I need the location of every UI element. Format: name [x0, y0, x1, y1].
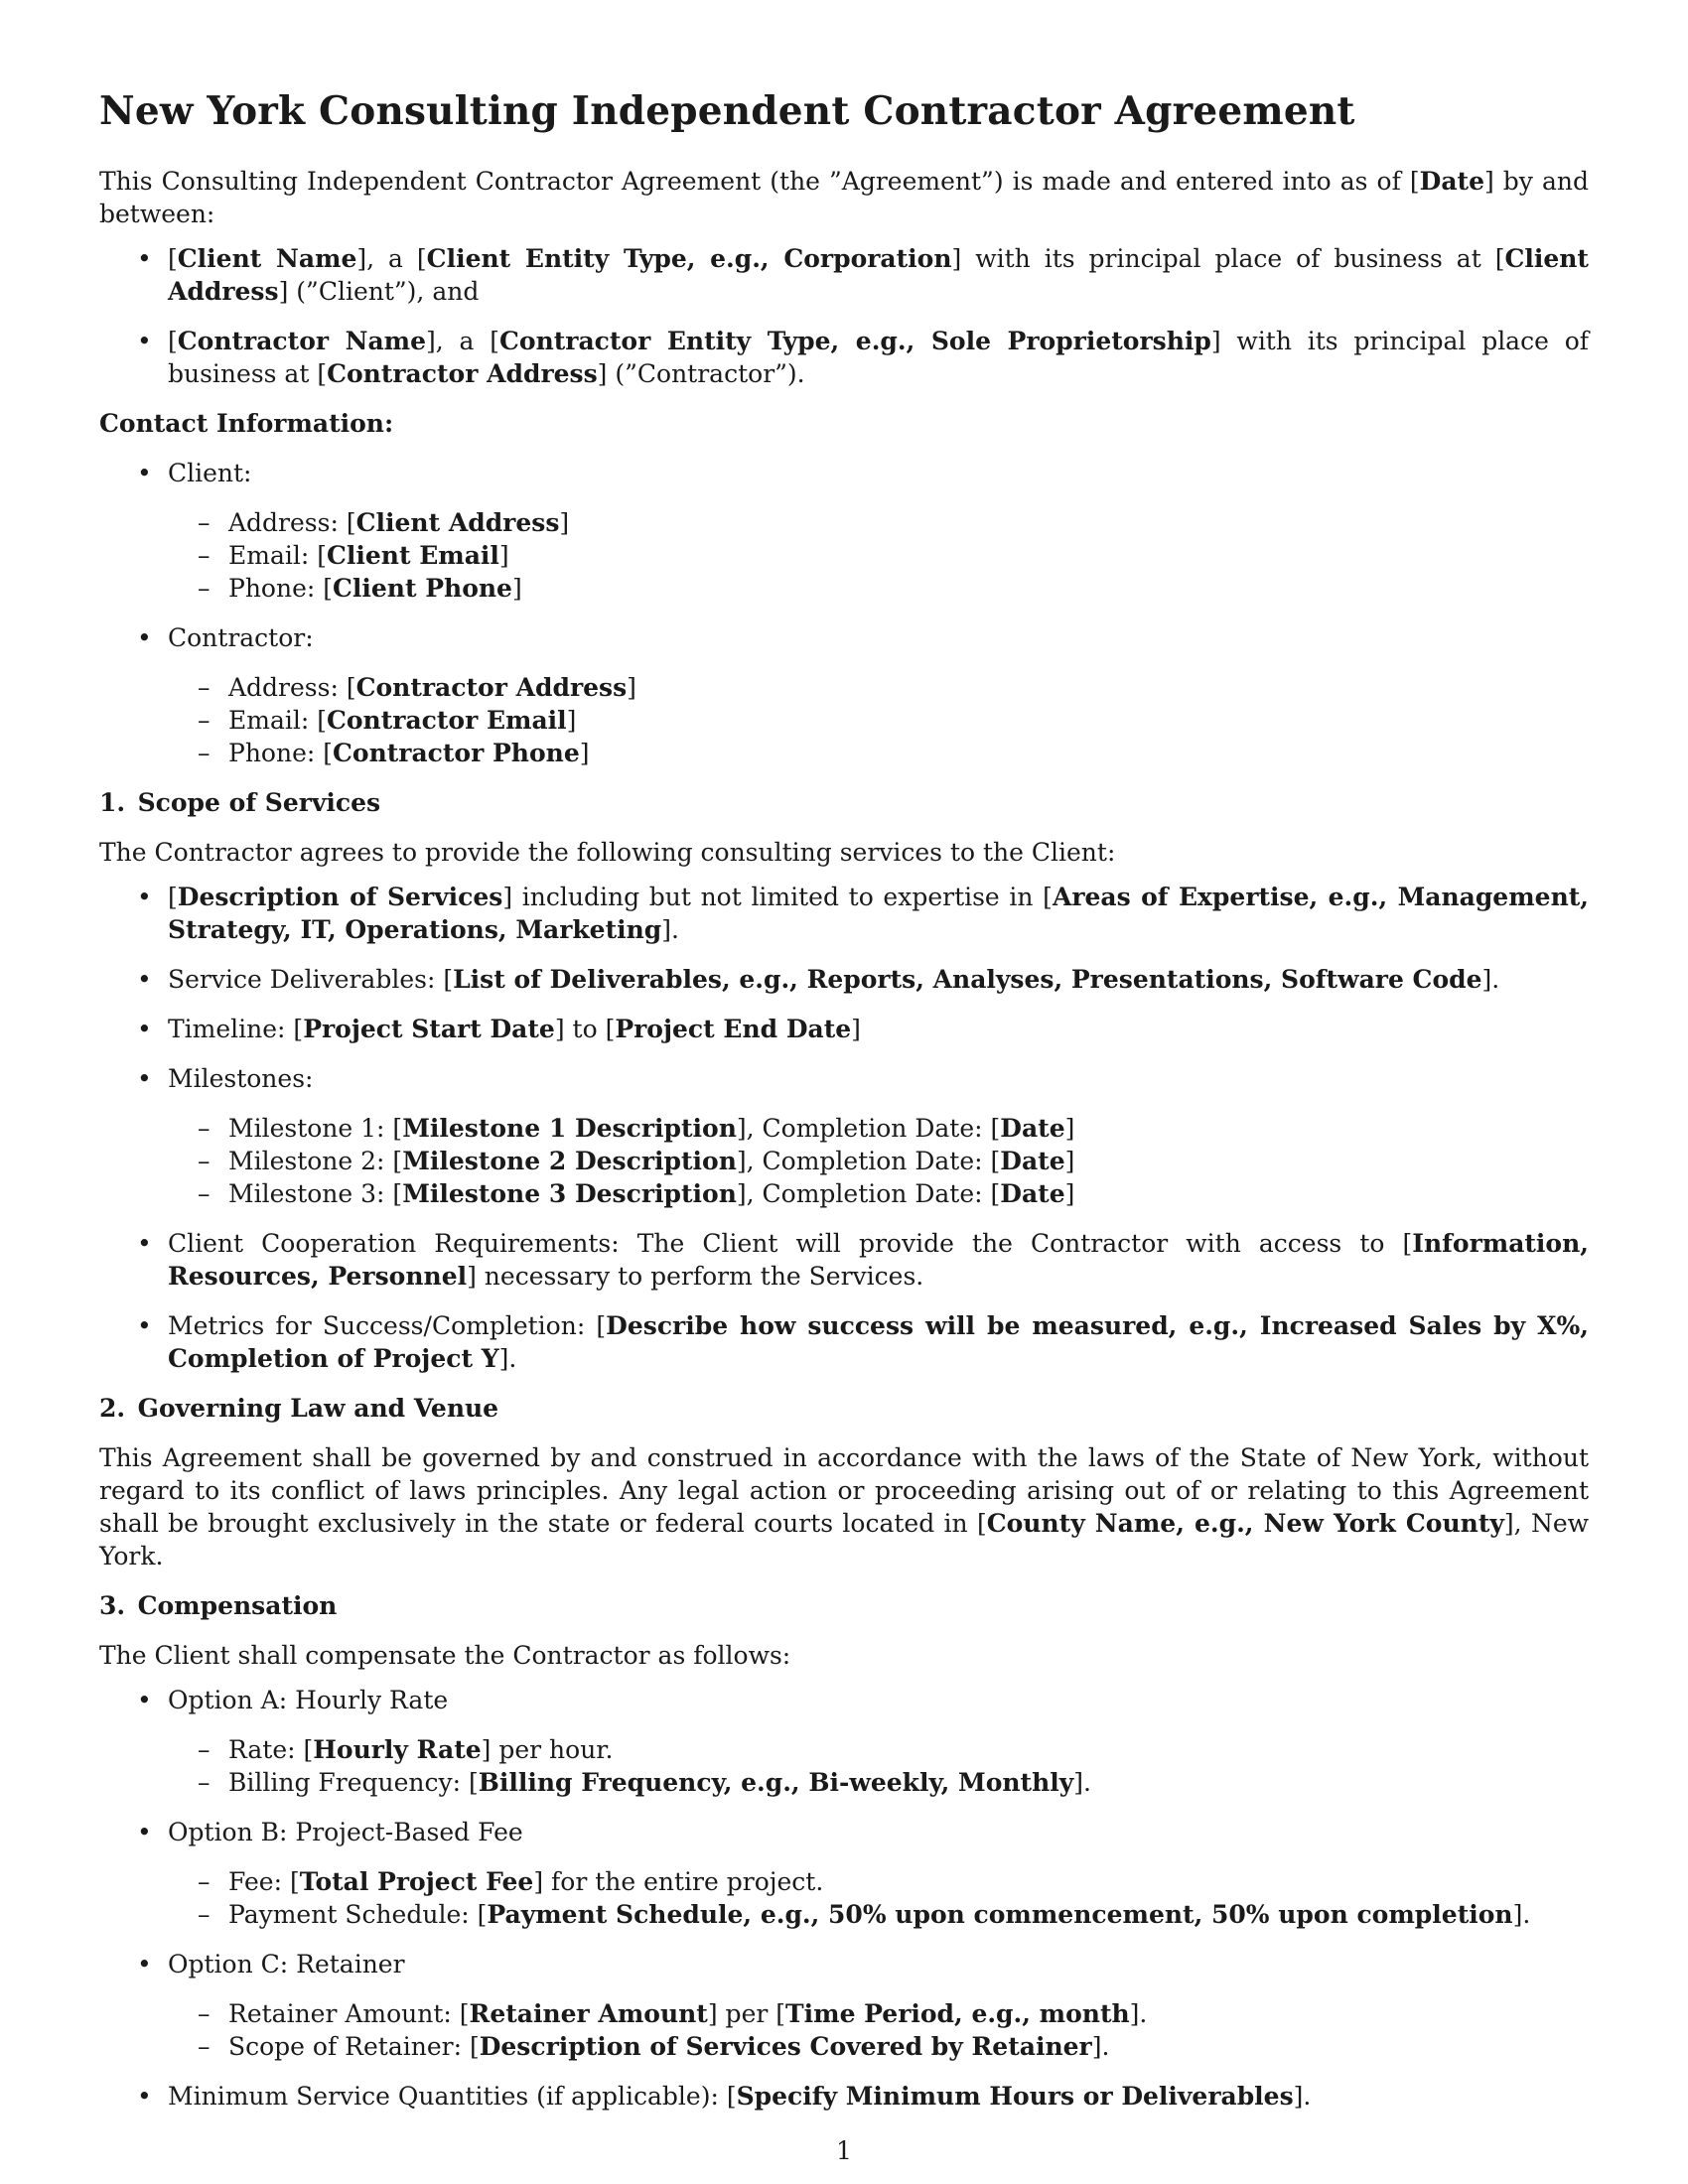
compensation-list: [99, 1684, 1589, 2113]
section-3-heading: 3. Compensation: [99, 1591, 338, 1620]
intro-paragraph: This Consulting Independent Contractor Agreement (the ”Agreement”) is made and entered into as of [Date] by and between:: [99, 167, 1589, 228]
billing-frequency: – Billing Frequency: [Billing Frequency, e.g., Bi-weekly, Monthly].: [168, 1766, 1589, 1799]
section-2-heading: 2. Governing Law and Venue: [99, 1394, 499, 1423]
party-client: • [Client Name], a [Client Entity Type, e.g., Corporation] with its principal place of business at [Client Address] (”Client”), and: [99, 242, 1589, 308]
contact-client-email: – Email: [Client Email]: [168, 539, 1589, 572]
section-2-text: This Agreement shall be governed by and construed in accordance with the laws of the State of New York, without regard to its conflict of laws principles. Any legal action or proceeding arising out of or relating to this Agreement shall be brought exclusively in the state or federal courts located in [County Name, e.g., New York County], New York.: [99, 1443, 1590, 1570]
section-1-intro: The Contractor agrees to provide the following consulting services to the Client:: [99, 838, 1116, 867]
contact-contractor-address: – Address: [Contractor Address]: [168, 671, 1589, 704]
payment-schedule: – Payment Schedule: [Payment Schedule, e.g., 50% upon commencement, 50% upon completion].: [168, 1898, 1589, 1931]
option-c: • Option C: Retainer – Retainer Amount: [Retainer Amount] per [Time Period, e.g., month]. – Scope of Retainer: [Description of Services Covered by Retainer].: [99, 1948, 1589, 2063]
contact-heading: Contact Information:: [99, 409, 394, 438]
page-number: 1: [836, 2136, 852, 2165]
document-page: [99, 87, 1589, 2129]
section-1-heading: 1. Scope of Services: [99, 788, 381, 817]
milestones: • Milestones: – Milestone 1: [Milestone 1 Description], Completion Date: [Date] – Milestone 2: [Milestone 2 Description], Completion Date: [Date] – Milestone 3: [Milestone 3 Description], Completion Date: [Date]: [99, 1062, 1589, 1210]
services-list: [99, 881, 1589, 1375]
timeline: • Timeline: [Project Start Date] to [Project End Date]: [99, 1013, 1589, 1045]
section-3-intro: The Client shall compensate the Contractor as follows:: [99, 1641, 791, 1670]
contact-client: • Client: – Address: [Client Address] – Email: [Client Email] – Phone: [Client Phone]: [99, 457, 1589, 605]
retainer-scope: – Scope of Retainer: [Description of Services Covered by Retainer].: [168, 2030, 1589, 2063]
project-fee: – Fee: [Total Project Fee] for the entire project.: [168, 1865, 1589, 1898]
contact-list: [99, 457, 1589, 769]
milestone-item: – Milestone 1: [Milestone 1 Description], Completion Date: [Date]: [168, 1112, 1589, 1145]
client-cooperation: • Client Cooperation Requirements: The Client will provide the Contractor with access to [Information, Resources, Personnel] necessary to perform the Services.: [99, 1227, 1589, 1293]
contact-client-phone: – Phone: [Client Phone]: [168, 572, 1589, 605]
contact-contractor-email: – Email: [Contractor Email]: [168, 704, 1589, 737]
service-deliverables: • Service Deliverables: [List of Deliverables, e.g., Reports, Analyses, Presentations, Software Code].: [99, 963, 1589, 996]
milestone-item: – Milestone 2: [Milestone 2 Description], Completion Date: [Date]: [168, 1145, 1589, 1177]
parties-list: [99, 242, 1589, 390]
party-contractor: • [Contractor Name], a [Contractor Entity Type, e.g., Sole Proprietorship] with its principal place of business at [Contractor Address] (”Contractor”).: [99, 325, 1589, 390]
document-title: New York Consulting Independent Contractor Agreement: [99, 88, 1355, 134]
agreement-date: Date: [1419, 167, 1484, 196]
contact-client-address: – Address: [Client Address]: [168, 506, 1589, 539]
option-b: • Option B: Project-Based Fee – Fee: [Total Project Fee] for the entire project. – Payment Schedule: [Payment Schedule, e.g., 50% upon commencement, 50% upon completion].: [99, 1816, 1589, 1931]
option-a: • Option A: Hourly Rate – Rate: [Hourly Rate] per hour. – Billing Frequency: [Billing Frequency, e.g., Bi-weekly, Monthly].: [99, 1684, 1589, 1799]
contact-contractor-phone: – Phone: [Contractor Phone]: [168, 737, 1589, 769]
retainer-amount: – Retainer Amount: [Retainer Amount] per [Time Period, e.g., month].: [168, 1997, 1589, 2030]
success-metrics: • Metrics for Success/Completion: [Describe how success will be measured, e.g., Increased Sales by X%, Completion of Project Y].: [99, 1309, 1589, 1375]
minimum-quantities: • Minimum Service Quantities (if applicable): [Specify Minimum Hours or Deliverables].: [99, 2080, 1589, 2113]
services-description: • [Description of Services] including but not limited to expertise in [Areas of Expertise, e.g., Management, Strategy, IT, Operations, Marketing].: [99, 881, 1589, 946]
hourly-rate: – Rate: [Hourly Rate] per hour.: [168, 1733, 1589, 1766]
milestone-item: – Milestone 3: [Milestone 3 Description], Completion Date: [Date]: [168, 1177, 1589, 1210]
contact-contractor: • Contractor: – Address: [Contractor Address] – Email: [Contractor Email] – Phone: [Contractor Phone]: [99, 621, 1589, 769]
